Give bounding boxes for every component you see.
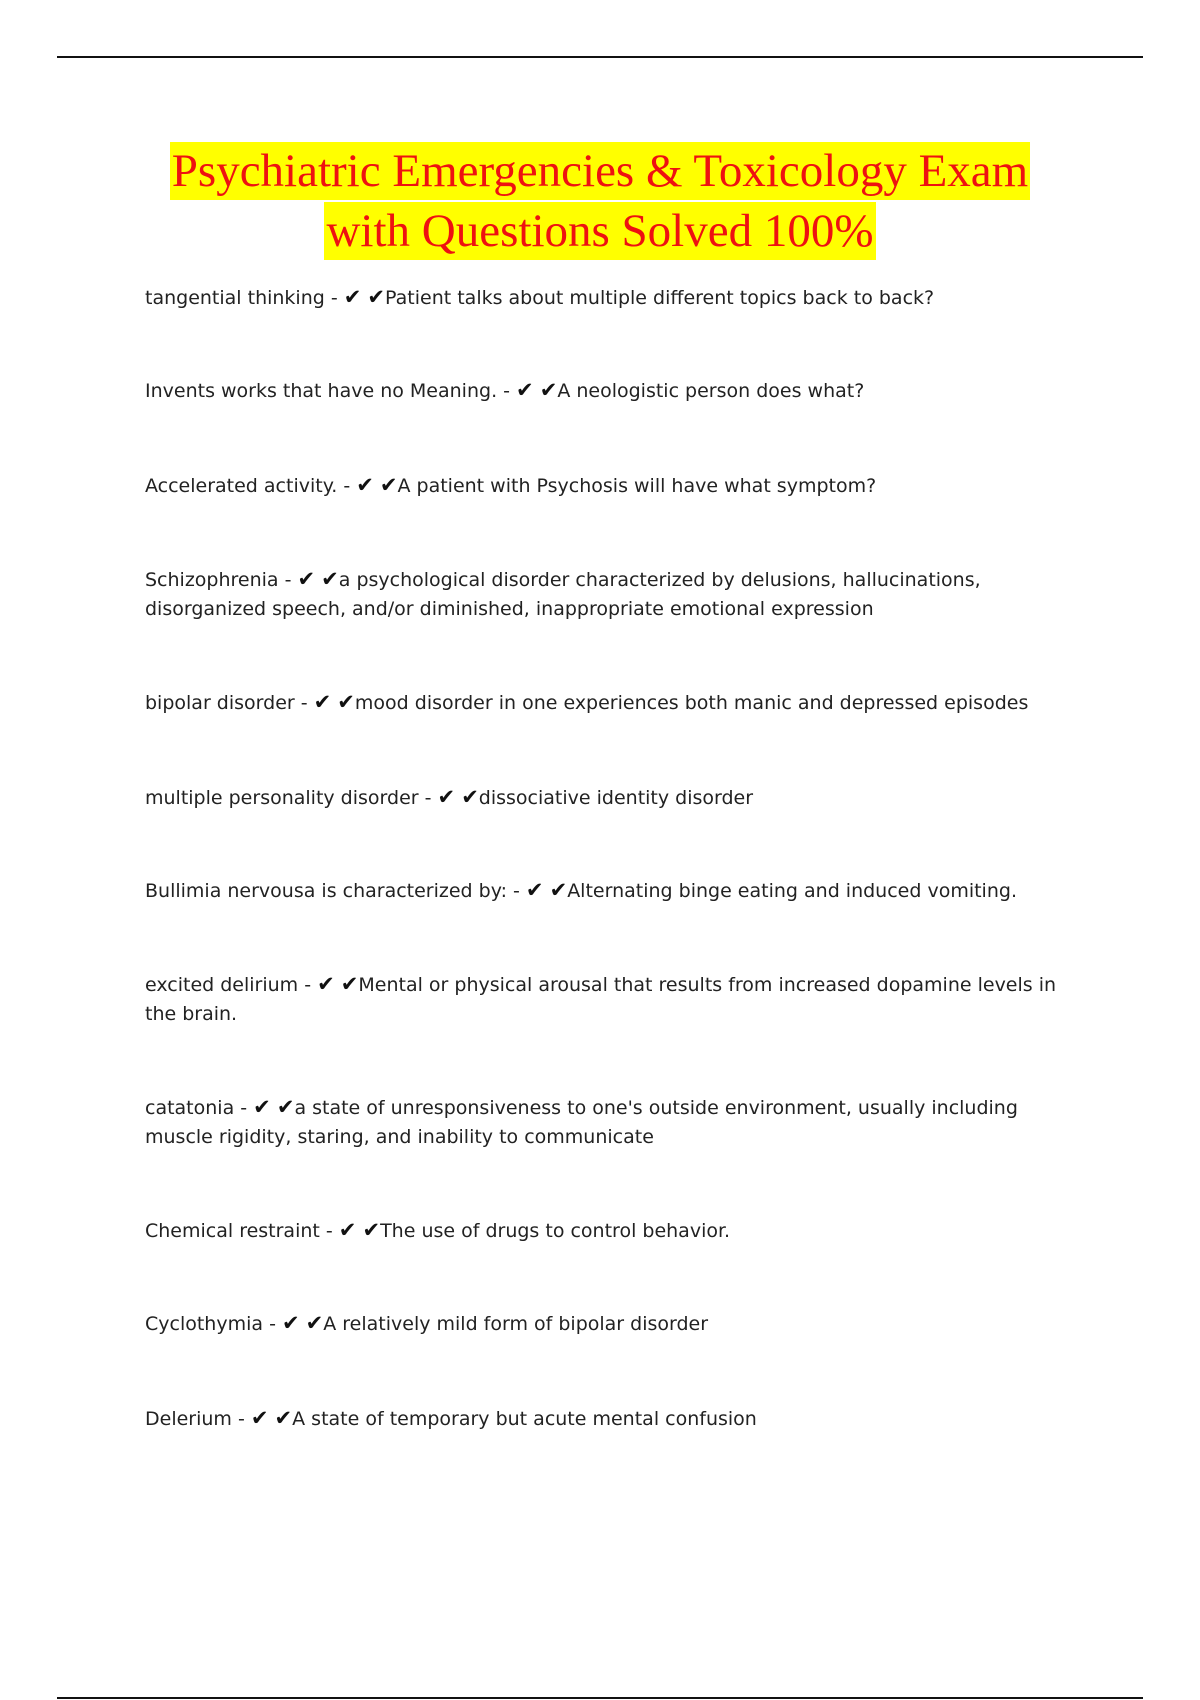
qa-item	[145, 970, 1085, 1029]
check-icon: ✔	[516, 378, 534, 402]
check-icon: ✔	[343, 285, 362, 309]
qa-term: excited delirium	[145, 974, 299, 996]
qa-definition: The use of drugs to control behavior.	[380, 1220, 731, 1242]
check-icon: ✔	[338, 1218, 357, 1242]
qa-separator: -	[324, 287, 344, 309]
qa-definition: Mental or physical arousal that results from increased dopamine levels in the brain.	[145, 974, 1057, 1025]
check-icon: ✔	[274, 1406, 293, 1430]
qa-item	[145, 1093, 1085, 1152]
qa-term: catatonia	[145, 1097, 235, 1119]
check-icon: ✔	[362, 1218, 381, 1242]
check-icon: ✔	[367, 285, 386, 309]
qa-item	[145, 783, 1085, 813]
qa-separator: -	[418, 787, 438, 809]
qa-separator: -	[506, 880, 526, 902]
check-icon: ✔	[313, 690, 332, 714]
qa-term: Chemical restraint	[145, 1220, 320, 1242]
qa-item	[145, 688, 1085, 718]
qa-definition: dissociative identity disorder	[478, 787, 754, 809]
qa-separator: -	[319, 1220, 339, 1242]
qa-item	[145, 471, 1085, 501]
qa-item	[145, 283, 1085, 313]
check-icon: ✔	[525, 878, 544, 902]
check-icon: ✔	[305, 1311, 324, 1335]
top-rule	[57, 56, 1143, 58]
qa-item	[145, 876, 1085, 906]
qa-item	[145, 1216, 1085, 1246]
check-icon: ✔	[250, 1406, 269, 1430]
check-icon: ✔	[317, 972, 335, 996]
check-icon: ✔	[539, 378, 558, 402]
check-icon: ✔	[321, 567, 339, 591]
qa-term: Accelerated activity.	[145, 475, 338, 497]
qa-item	[145, 565, 1085, 624]
title-line-2: with Questions Solved 100%	[324, 202, 875, 260]
check-icon: ✔	[281, 1311, 300, 1335]
qa-item	[145, 376, 1085, 406]
qa-separator: -	[497, 380, 517, 402]
qa-term: Bullimia nervousa is characterized by:	[145, 880, 507, 902]
check-icon: ✔	[297, 567, 316, 591]
qa-item	[145, 1309, 1085, 1339]
qa-term: Schizophrenia	[145, 569, 279, 591]
qa-definition: A neologistic person does what?	[557, 380, 865, 402]
qa-definition: a state of unresponsiveness to one's outside environment, usually including muscle rigidity, staring, and inability to communicate	[145, 1097, 1018, 1148]
title-line-1: Psychiatric Emergencies & Toxicology Exam	[170, 142, 1030, 200]
qa-definition: Alternating binge eating and induced vomiting.	[567, 880, 1017, 902]
qa-definition: mood disorder in one experiences both manic and depressed episodes	[354, 692, 1029, 714]
qa-separator: -	[263, 1313, 282, 1335]
qa-separator: -	[234, 1097, 254, 1119]
qa-definition: A state of temporary but acute mental confusion	[292, 1408, 757, 1430]
qa-separator: -	[298, 974, 318, 996]
qa-item	[145, 1404, 1085, 1434]
qa-term: Delerium	[145, 1408, 232, 1430]
qa-term: tangential thinking	[145, 287, 325, 309]
qa-separator: -	[337, 475, 357, 497]
qa-term: Cyclothymia	[145, 1313, 264, 1335]
qa-separator: -	[294, 692, 314, 714]
page-title	[0, 142, 1200, 260]
check-icon: ✔	[437, 785, 456, 809]
qa-separator: -	[231, 1408, 251, 1430]
qa-definition: a psychological disorder characterized by delusions, hallucinations, disorganized speech, and/or diminished, inappropriate emotional expression	[145, 569, 981, 620]
check-icon: ✔	[253, 1095, 271, 1119]
check-icon: ✔	[276, 1095, 295, 1119]
check-icon: ✔	[356, 473, 374, 497]
qa-separator: -	[278, 569, 298, 591]
check-icon: ✔	[461, 785, 479, 809]
qa-term: multiple personality disorder	[145, 787, 419, 809]
check-icon: ✔	[379, 473, 398, 497]
check-icon: ✔	[549, 878, 568, 902]
qa-term: bipolar disorder	[145, 692, 295, 714]
check-icon: ✔	[337, 690, 355, 714]
qa-definition: A patient with Psychosis will have what symptom?	[397, 475, 877, 497]
bottom-rule	[57, 1697, 1143, 1699]
qa-definition: Patient talks about multiple different topics back to back?	[385, 287, 935, 309]
qa-term: Invents works that have no Meaning.	[145, 380, 498, 402]
check-icon: ✔	[340, 972, 359, 996]
qa-definition: A relatively mild form of bipolar disorder	[323, 1313, 709, 1335]
